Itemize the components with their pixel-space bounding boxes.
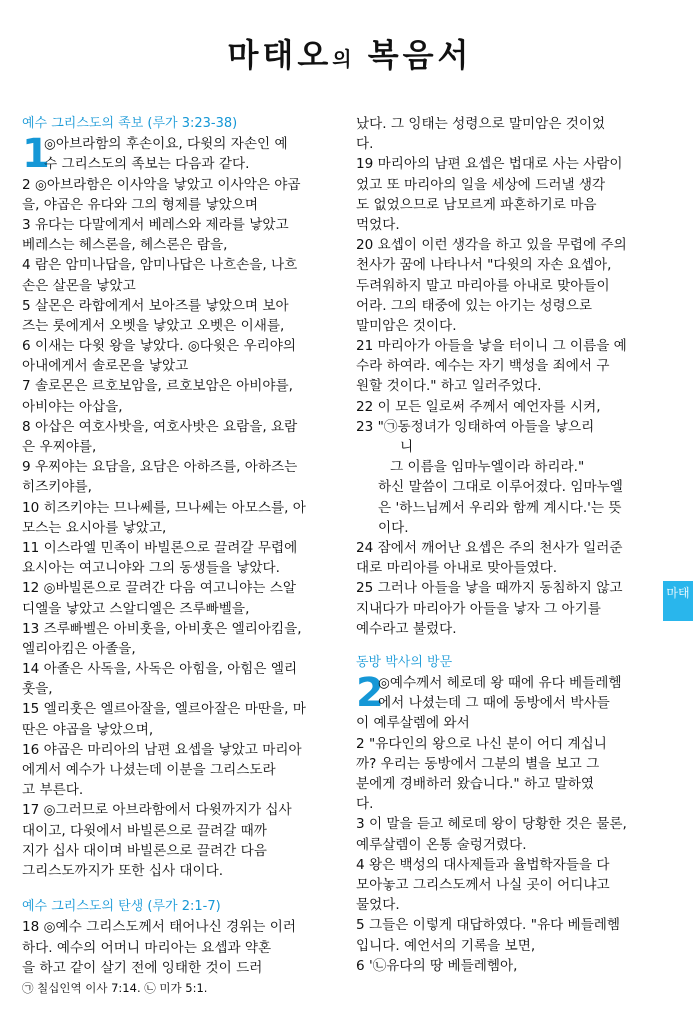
verse-line: 분에게 경배하러 왔습니다." 하고 말하였 (356, 776, 594, 792)
verse-line: 11 이스라엘 민족이 바빌론으로 끌려갈 무렵에 (22, 539, 298, 556)
verse-line: 어라. 그의 태중에 있는 아기는 성령으로 (356, 297, 593, 314)
verse-line: 히즈키야를, (22, 479, 92, 496)
verse-line: 8 아삽은 여호사밧을, 여호사밧은 요람을, 요람 (22, 418, 298, 435)
left-column (22, 114, 345, 998)
verse-line: 4 람은 암미나답을, 암미나답은 나흐손을, 나흐 (22, 257, 298, 274)
verse-line: 10 히즈키야는 므나쎄를, 므나쎄는 아모스를, 아 (22, 499, 306, 516)
verse-line: 에게서 예수가 나셨는데 이분을 그리스도라 (22, 762, 276, 778)
verse-line: 지가 십사 대이며 바빌론으로 끌려간 다음 (22, 842, 267, 859)
verse-line: 2 ◎아브라함은 이사악을 낳았고 이사악은 야곱 (22, 176, 301, 193)
verse-line: 딴은 야곱을 낳았으며, (22, 721, 154, 738)
verse-line: 17 ◎그러므로 아브라함에서 다윗까지가 십사 (22, 802, 292, 819)
verse-line: 수라 하여라. 예수는 자기 백성을 죄에서 구 (356, 358, 610, 375)
book-tab[interactable]: 마태 (663, 581, 693, 621)
verse-line: 대이고, 다윗에서 바빌론으로 끌려갈 때까 (22, 822, 267, 839)
verse-line: 도 없었으므로 남모르게 파혼하기로 마음 (356, 196, 597, 213)
verse-line: 20 요셉이 이런 생각을 하고 있을 무렵에 주의 (356, 237, 627, 254)
verse-line: 요시아는 여고니야와 그의 동생들을 낳았다. (22, 560, 280, 577)
verse-line: 23 "㉠동정녀가 잉태하여 아들을 낳으리 (356, 418, 595, 435)
verse-line: 예루살렘이 온통 술렁거렸다. (356, 836, 527, 853)
verse-line: 엘리아킴은 아졸을, (22, 640, 136, 657)
verse-line: 아내에게서 솔로몬을 낳았고 (22, 358, 189, 375)
verse-line: 7 솔로몬은 르호보암을, 르호보암은 아비야를, (22, 378, 293, 395)
verse-line: 하신 말씀이 그대로 이루어졌다. 임마누엘 (378, 479, 623, 496)
verse-line: 말미암은 것이다. (356, 317, 457, 334)
book-title (0, 30, 700, 76)
footnote: ㉠ 칠십인역 이사 7:14. ㉡ 미가 5:1. (22, 980, 208, 995)
verse-line: 5 그들은 이렇게 대답하였다. "유다 베들레헴 (356, 917, 621, 934)
verse-line: 은 '하느님께서 우리와 함께 계시다.'는 뜻 (378, 499, 622, 516)
verse-line: 두려워하지 말고 마리아를 아내로 맞아들이 (356, 277, 610, 294)
verse-line: 까? 우리는 동방에서 그분의 별을 보고 그 (356, 755, 600, 772)
verse-line: 수 그리스도의 족보는 다음과 같다. (44, 156, 250, 173)
title-main-2: 복음서 (367, 36, 473, 74)
verse-line: 15 엘리훗은 엘르아잘을, 엘르아잘은 마딴을, 마 (22, 701, 306, 718)
verse-line: 2 "유다인의 왕으로 나신 분이 어디 계십니 (356, 735, 607, 752)
verse-line: 물었다. (356, 897, 400, 914)
section-heading: 예수 그리스도의 탄생 (루가 2:1-7) (22, 899, 221, 915)
verse-line: 이 예루살렘에 와서 (356, 715, 470, 732)
verse-line: 13 즈루빠벨은 아비훗을, 아비훗은 엘리아킴을, (22, 620, 302, 637)
chapter-2-start (356, 670, 658, 717)
verse-line: 다. (356, 136, 374, 153)
verse-line: 21 마리아가 아들을 낳을 터이니 그 이름을 예 (356, 338, 627, 355)
verse-line: 을 하고 같이 살기 전에 잉태한 것이 드러 (22, 959, 263, 976)
verse-line: 먹었다. (356, 216, 400, 233)
verse-line: 14 아졸은 사독을, 사독은 아힘을, 아힘은 엘리 (22, 661, 298, 678)
verse-line: 입니다. 예언서의 기록을 보면, (356, 937, 536, 954)
verse-line: 6 '㉡유다의 땅 베들레헴아, (356, 957, 518, 974)
verse-line: 은 우찌야를, (22, 439, 97, 455)
spacer (356, 639, 658, 653)
right-column (356, 114, 658, 976)
verse-line: 3 이 말을 듣고 헤로데 왕이 당황한 것은 물론, (356, 816, 627, 833)
verse-line: 훗을, (22, 681, 53, 698)
verse-line: 16 야곱은 마리아의 남편 요셉을 낳았고 마리아 (22, 741, 302, 758)
spacer (22, 881, 345, 897)
verse-line: 었고 또 마리아의 일을 세상에 드러낼 생각 (356, 176, 606, 193)
verse-line: ◎아브라함의 후손이요, 다윗의 자손인 예 (44, 136, 288, 153)
verse-line: 12 ◎바빌론으로 끌려간 다음 여고니야는 스알 (22, 580, 296, 597)
verse-line: ◎예수께서 헤로데 왕 때에 유다 베들레헴 (378, 675, 622, 692)
verse-line: 니 (400, 439, 414, 455)
verse-line: 4 왕은 백성의 대사제들과 율법학자들을 다 (356, 856, 610, 873)
verse-line: 9 우찌야는 요담을, 요담은 아하즈를, 아하즈는 (22, 459, 298, 476)
verse-line: 모스는 요시아를 낳았고, (22, 519, 167, 536)
verse-line: 대로 마리아를 아내로 맞아들였다. (356, 560, 558, 577)
verse-line: 6 이새는 다윗 왕을 낳았다. ◎다윗은 우리야의 (22, 338, 296, 355)
verse-line: 예수라고 불렀다. (356, 620, 457, 637)
verse-line: 5 살몬은 라합에게서 보아즈를 낳았으며 보아 (22, 297, 289, 314)
verse-line: 다. (356, 796, 374, 813)
verse-line: 24 잠에서 깨어난 요셉은 주의 천사가 일러준 (356, 539, 623, 556)
verse-line: 디엘을 낳았고 스알디엘은 즈루빠벨을, (22, 600, 250, 617)
verse-line: 그리스도까지가 또한 십사 대이다. (22, 862, 224, 879)
verse-line: 손은 살몬을 낳았고 (22, 277, 136, 294)
chapter-number: 2 (356, 670, 384, 717)
verse-line: 22 이 모든 일로써 주께서 예언자를 시켜, (356, 398, 601, 415)
verse-line: 25 그러나 아들을 낳을 때까지 동침하지 않고 (356, 580, 623, 597)
verse-line: 즈는 룻에게서 오벳을 낳았고 오벳은 이새를, (22, 317, 285, 334)
verse-line: 18 ◎예수 그리스도께서 태어나신 경위는 이러 (22, 919, 296, 936)
verse-line: 3 유다는 다말에게서 베레스와 제라를 낳았고 (22, 216, 289, 233)
verse-line: 을, 야곱은 유다와 그의 형제를 낳았으며 (22, 196, 259, 213)
verse-line: 모아놓고 그리스도께서 나실 곳이 어디냐고 (356, 876, 610, 893)
verse-line: 지내다가 마리아가 아들을 낳자 그 아기를 (356, 600, 601, 617)
title-particle: 의 (332, 47, 353, 71)
verse-line: 고 부른다. (22, 782, 84, 799)
verse-line: 에서 나셨는데 그 때에 동방에서 박사들 (378, 695, 610, 712)
chapter-1-start (22, 131, 345, 178)
verse-line: 났다. 그 잉태는 성령으로 말미암은 것이었 (356, 116, 606, 132)
verse-line: 천사가 꿈에 나타나서 "다윗의 자손 요셉아, (356, 257, 612, 274)
verse-line: 하다. 예수의 어머니 마리아는 요셉과 약혼 (22, 939, 272, 956)
verse-line: 19 마리아의 남편 요셉은 법대로 사는 사람이 (356, 156, 623, 173)
verse-line: 아비야는 아삽을, (22, 398, 123, 415)
section-heading: 동방 박사의 방문 (356, 654, 453, 670)
title-main-1: 마태오 (227, 36, 333, 74)
section-heading: 예수 그리스도의 족보 (루가 3:23-38) (22, 116, 238, 131)
verse-line: 베레스는 헤스론을, 헤스론은 람을, (22, 237, 228, 254)
verse-line: 이다. (378, 519, 409, 536)
verse-line: 원할 것이다." 하고 일러주었다. (356, 378, 542, 395)
chapter-number: 1 (22, 131, 50, 178)
verse-line: 그 이름을 임마누엘이라 하리라." (390, 459, 585, 476)
